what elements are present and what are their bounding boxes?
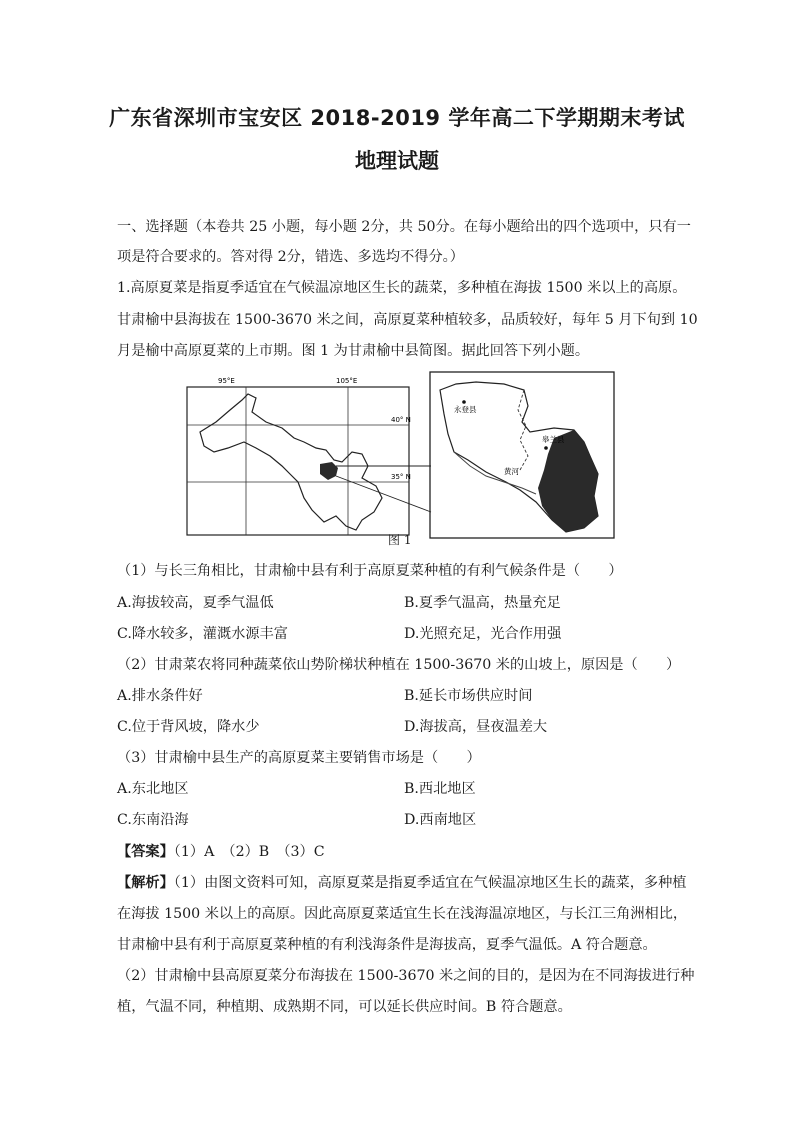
answer-label: 【答案】 [117, 844, 174, 860]
gansu-yuzhong-map [186, 370, 616, 550]
section-intro-line-1: 一、选择题（本卷共 25 小题，每小题 2分，共 50分。在每小题给出的四个选项中，只有一 [117, 219, 691, 235]
question-stem-line-1: 1.高原夏菜是指夏季适宜在气候温凉地区生长的蔬菜，多种植在海拔 1500 米以上的高原。 [117, 280, 687, 296]
lon-label-105: 105°E [336, 377, 358, 385]
q3-stem: （3）甘肃榆中县生产的高原夏菜主要销售市场是（ ） [117, 750, 481, 766]
lon-label-95: 95°E [218, 377, 235, 385]
q1-option-b: B.夏季气温高，热量充足 [404, 595, 561, 611]
page-subtitle: 地理试题 [355, 149, 439, 173]
q2-option-c: C.位于背风坡，降水少 [117, 719, 260, 735]
q2-option-a: A.排水条件好 [117, 688, 203, 704]
analysis-label: 【解析】 [117, 875, 174, 891]
map-figure [186, 370, 616, 550]
analysis-line-5: 植，气温不同，种植期、成熟期不同，可以延长供应时间。B 符合题意。 [117, 999, 572, 1015]
analysis-line-1 [117, 873, 686, 893]
lat-label-35: 35° N [391, 473, 411, 481]
figure-caption: 图 1 [388, 533, 412, 547]
analysis-line-2: 在海拔 1500 米以上的高原。因此高原夏菜适宜生长在浅海温凉地区，与长江三角洲相比， [117, 906, 688, 922]
question-stem-line-2: 甘肃榆中县海拔在 1500-3670 米之间，高原夏菜种植较多，品质较好，每年 5 月下旬到 10 [117, 312, 698, 328]
place-label-gaolan: 皋兰县 [542, 435, 565, 444]
q3-option-c: C.东南沿海 [117, 812, 189, 828]
page-title: 广东省深圳市宝安区 2018-2019 学年高二下学期期末考试 [109, 106, 685, 130]
analysis-line-3: 甘肃榆中县有利于高原夏菜种植的有利浅海条件是海拔高，夏季气温低。A 符合题意。 [117, 937, 657, 953]
answer-line [117, 842, 325, 862]
q3-option-a: A.东北地区 [117, 781, 189, 797]
q2-option-d: D.海拔高，昼夜温差大 [404, 719, 548, 735]
section-intro-line-2: 项是符合要求的。答对得 2分，错选、多选均不得分。） [117, 249, 464, 265]
q2-stem: （2）甘肃菜农将同种蔬菜依山势阶梯状种植在 1500-3670 米的山坡上，原因是（ ） [117, 657, 681, 673]
q1-option-d: D.光照充足，光合作用强 [404, 626, 562, 642]
q1-option-a: A.海拔较高，夏季气温低 [117, 595, 274, 611]
q1-option-c: C.降水较多，灌溉水源丰富 [117, 626, 288, 642]
q1-stem: （1）与长三角相比，甘肃榆中县有利于高原夏菜种植的有利气候条件是（ ） [117, 563, 623, 579]
q2-option-b: B.延长市场供应时间 [404, 688, 533, 704]
answer-text: （1）A （2）B （3）C [173, 844, 325, 860]
analysis-text-1: （1）由图文资料可知，高原夏菜是指夏季适宜在气候温凉地区生长的蔬菜，多种植 [173, 875, 687, 891]
analysis-line-4: （2）甘肃榆中县高原夏菜分布海拔在 1500-3670 米之间的目的，是因为在不同海拔进行种 [117, 968, 695, 984]
river-label: 黄河 [504, 467, 519, 476]
question-stem-line-3: 月是榆中高原夏菜的上市期。图 1 为甘肃榆中县简图。据此回答下列小题。 [117, 343, 590, 359]
place-label-yongdeng: 永登县 [454, 405, 477, 414]
lat-label-40: 40° N [391, 416, 411, 424]
q3-option-d: D.西南地区 [404, 812, 477, 828]
q3-option-b: B.西北地区 [404, 781, 476, 797]
